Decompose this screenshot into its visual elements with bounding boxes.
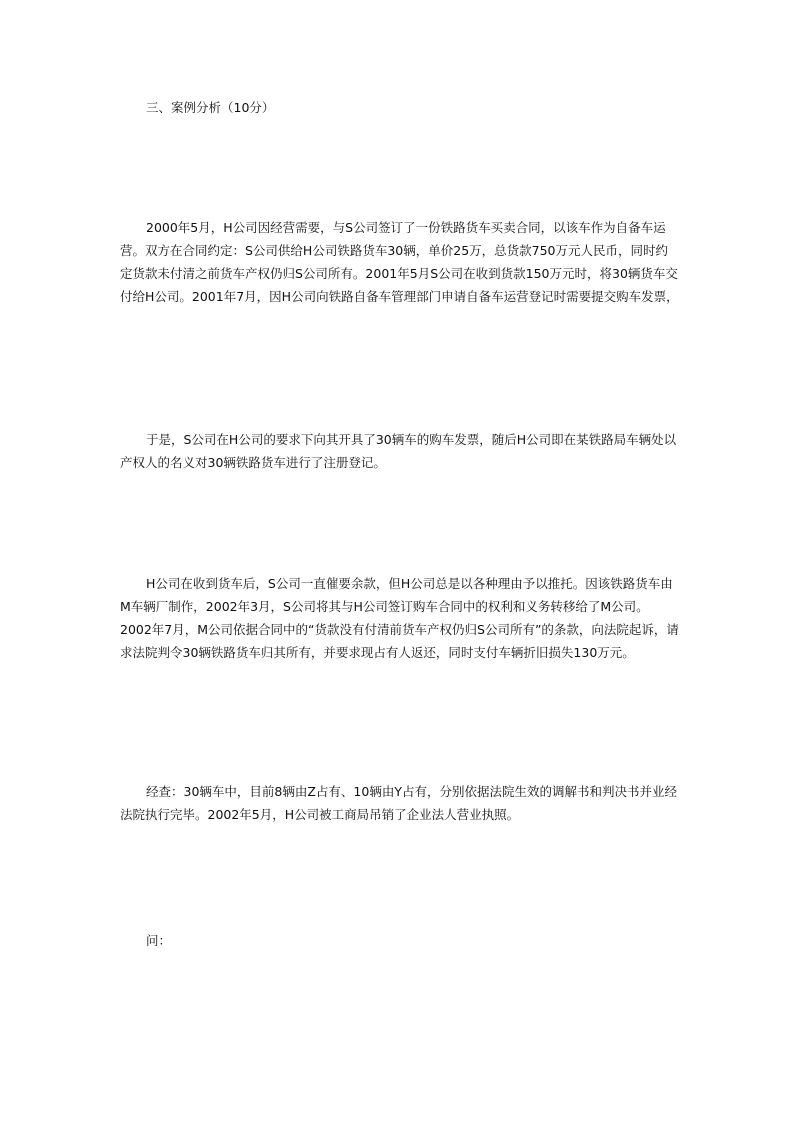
case-paragraph-4: 经查：30辆车中，目前8辆由Z占有、10辆由Y占有，分别依据法院生效的调解书和判决书并业经法院执行完毕。2002年5月，H公司被工商局吊销了企业法人营业执照。 — [120, 784, 677, 822]
case-paragraph-1: 2000年5月，H公司因经营需要，与S公司签订了一份铁路货车买卖合同，以该车作为自备车运营。双方在合同约定：S公司供给H公司铁路货车30辆，单价25万，总货款750万元人民币，同时约定货款未付清之前货车产权仍归S公司所有。2001年5月S公司在收到货款150万元时，将30辆货车交付给H公司。2001年7月，因H公司向铁路自备车管理部门申请自备车运营登记时需要提交购车发票， — [120, 220, 679, 304]
section-heading: 三、案例分析（10分） — [146, 100, 275, 115]
question-label: 问： — [146, 933, 172, 948]
case-paragraph-3: H公司在收到货车后，S公司一直催要余款，但H公司总是以各种理由予以推托。因该铁路货车由M车辆厂制作，2002年3月，S公司将其与H公司签订购车合同中的权利和义务转移给了M公司。2002年7月，M公司依据合同中的“货款没有付清前货车产权仍归S公司所有”的条款，向法院起诉，请求法院判令30辆铁路货车归其所有，并要求现占有人返还，同时支付车辆折旧损失130万元。 — [120, 576, 679, 660]
case-paragraph-2: 于是，S公司在H公司的要求下向其开具了30辆车的购车发票，随后H公司即在某铁路局车辆处以产权人的名义对30辆铁路货车进行了注册登记。 — [120, 432, 677, 470]
